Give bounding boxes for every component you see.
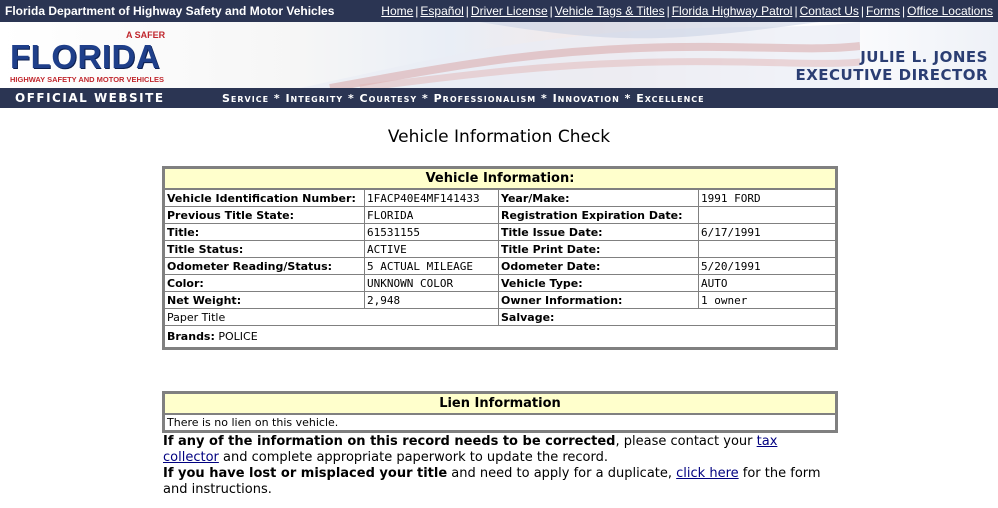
lien-status: There is no lien on this vehicle.: [165, 414, 836, 431]
field-label: Title Status:: [165, 241, 365, 258]
table-row: [165, 224, 836, 241]
correction-note-bold: If any of the information on this record needs to be corrected: [163, 434, 616, 449]
link-separator: |: [794, 4, 798, 18]
field-value: 5/20/1991: [699, 258, 836, 275]
page-title: Vehicle Information Check: [387, 127, 611, 147]
core-values: Service * Integrity * Courtesy * Professionalism * Innovation * Excellence: [222, 92, 705, 105]
vehicle-information-table: [162, 166, 838, 350]
flag-graphic: [300, 22, 860, 88]
brands-label: Brands:: [167, 330, 215, 343]
official-website-label: OFFICIAL WEBSITE: [15, 91, 165, 105]
tax-collector-link[interactable]: tax collector: [163, 434, 778, 465]
field-label: Owner Information:: [499, 292, 699, 309]
field-label: Title Print Date:: [499, 241, 699, 258]
click-here-link[interactable]: click here: [676, 466, 739, 481]
link-vehicle-tags-titles[interactable]: Vehicle Tags & Titles: [554, 4, 665, 18]
top-bar: [0, 0, 998, 22]
brands-cell: [165, 326, 836, 348]
link-highway-patrol[interactable]: Florida Highway Patrol: [671, 4, 793, 18]
logo-tagline: A SAFER: [126, 30, 166, 40]
paper-title: Paper Title: [165, 309, 499, 326]
field-value: 1991 FORD: [699, 189, 836, 207]
field-label: Color:: [165, 275, 365, 292]
field-value: 1 owner: [699, 292, 836, 309]
link-home[interactable]: Home: [381, 4, 414, 18]
field-value: ACTIVE: [365, 241, 499, 258]
link-office-locations[interactable]: Office Locations: [907, 4, 993, 18]
brands-value: POLICE: [218, 330, 258, 343]
vehicle-info-heading: Vehicle Information:: [165, 169, 836, 190]
link-contact-us[interactable]: Contact Us: [799, 4, 859, 18]
field-label: Vehicle Identification Number:: [165, 189, 365, 207]
field-label: Vehicle Type:: [499, 275, 699, 292]
duplicate-note: [163, 466, 835, 498]
link-separator: |: [415, 4, 419, 18]
field-value: FLORIDA: [365, 207, 499, 224]
table-row: [165, 207, 836, 224]
field-value: 2,948: [365, 292, 499, 309]
field-label: Year/Make:: [499, 189, 699, 207]
duplicate-note-bold: If you have lost or misplaced your title: [163, 466, 448, 481]
logo-subtitle: HIGHWAY SAFETY AND MOTOR VEHICLES: [10, 75, 165, 84]
correction-note-text: , please contact your: [615, 434, 757, 449]
executive-director: [795, 48, 988, 84]
banner: [0, 22, 998, 88]
link-forms[interactable]: Forms: [866, 4, 901, 18]
link-separator: |: [902, 4, 906, 18]
table-row: [165, 275, 836, 292]
field-value: UNKNOWN COLOR: [365, 275, 499, 292]
lien-information-table: [162, 391, 838, 433]
link-driver-license[interactable]: Driver License: [470, 4, 548, 18]
lien-heading: Lien Information: [165, 394, 836, 415]
table-row: [165, 258, 836, 275]
field-value: 6/17/1991: [699, 224, 836, 241]
field-label: Title:: [165, 224, 365, 241]
duplicate-note-text: and need to apply for a duplicate,: [447, 466, 677, 481]
florida-logo[interactable]: [8, 28, 178, 86]
field-label: Title Issue Date:: [499, 224, 699, 241]
field-label: Net Weight:: [165, 292, 365, 309]
table-row: [165, 326, 836, 348]
field-value: AUTO: [699, 275, 836, 292]
link-separator: |: [860, 4, 865, 18]
director-title: EXECUTIVE DIRECTOR: [795, 66, 988, 84]
table-row: [165, 414, 836, 431]
field-label: Previous Title State:: [165, 207, 365, 224]
correction-note: [163, 434, 835, 466]
top-links: [381, 4, 993, 18]
table-row: [165, 241, 836, 258]
field-label: Odometer Reading/Status:: [165, 258, 365, 275]
correction-note-end: and complete appropriate paperwork to update the record.: [218, 450, 608, 465]
link-separator: |: [666, 4, 670, 18]
values-bar: [0, 88, 998, 108]
table-row: [165, 309, 836, 326]
field-value: 5 ACTUAL MILEAGE: [365, 258, 499, 275]
field-value: [699, 241, 836, 258]
field-label: Registration Expiration Date:: [499, 207, 699, 224]
table-row: [165, 189, 836, 207]
salvage-label: Salvage:: [499, 309, 836, 326]
field-label: Odometer Date:: [499, 258, 699, 275]
instructions: [163, 434, 835, 498]
field-value: [699, 207, 836, 224]
link-separator: |: [465, 4, 469, 18]
field-value: 1FACP40E4MF141433: [365, 189, 499, 207]
director-name: JULIE L. JONES: [860, 48, 988, 66]
link-separator: |: [549, 4, 553, 18]
table-row: [165, 292, 836, 309]
duplicate-note-end: for the form and instructions.: [163, 466, 821, 497]
logo-wordmark: FLORIDA: [10, 38, 161, 75]
agency-name: Florida Department of Highway Safety and Motor Vehicles: [5, 4, 335, 18]
field-value: 61531155: [365, 224, 499, 241]
link-espanol[interactable]: Español: [420, 4, 464, 18]
